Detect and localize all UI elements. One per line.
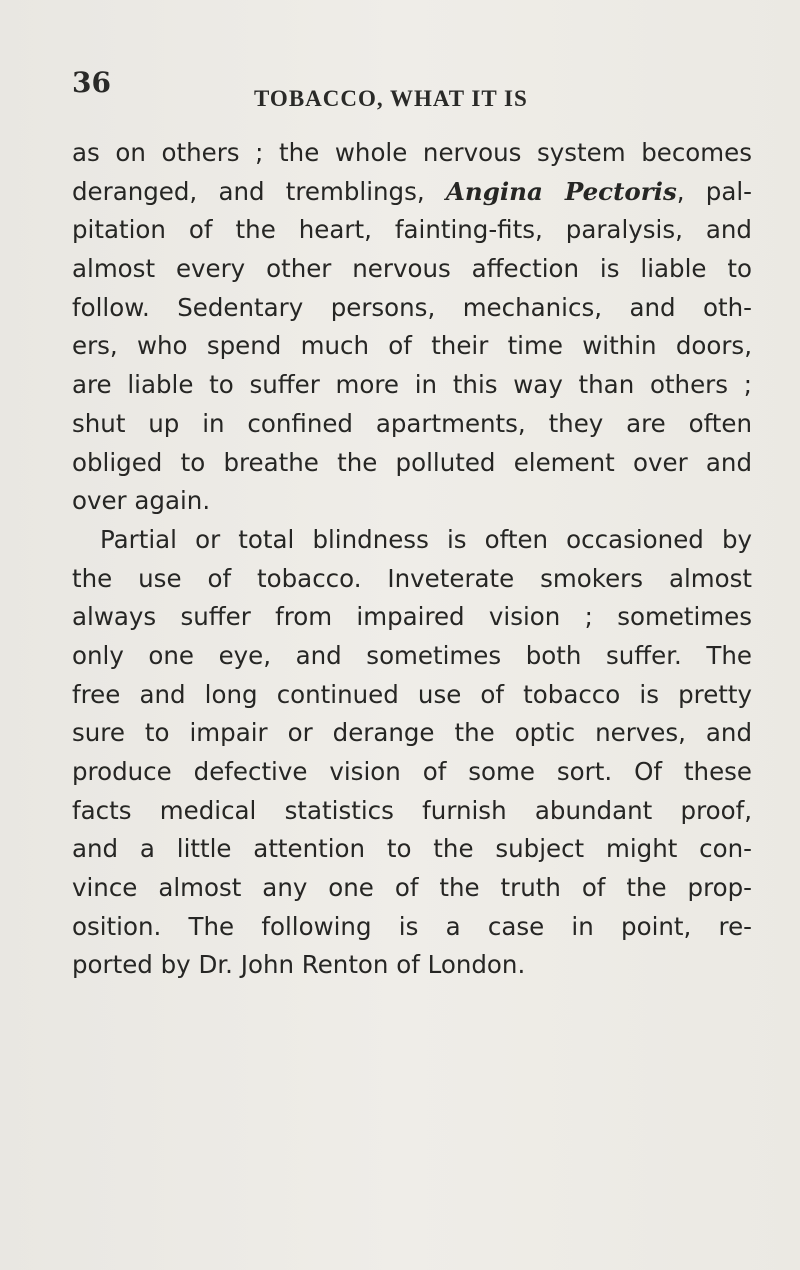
text-line: facts medical statistics furnish abundant proof,: [72, 795, 752, 825]
text-line: osition. The following is a case in point, re-: [72, 911, 752, 941]
page-number: 36: [72, 66, 111, 99]
text-line: Partial or total blindness is often occasioned by: [100, 524, 752, 554]
text-line: ers, who spend much of their time within doors,: [72, 331, 752, 361]
text-segment: deranged, and tremblings,: [72, 176, 446, 206]
text-line: as on others ; the whole nervous system becomes: [72, 138, 752, 167]
text-line: sure to impair or derange the optic nerves, and: [72, 718, 752, 748]
text-line: shut up in confined apartments, they are often: [72, 408, 752, 438]
text-line: produce defective vision of some sort. Of these: [72, 757, 752, 786]
text-line: [72, 173, 752, 212]
text-line: only one eye, and sometimes both suffer. The: [72, 640, 752, 670]
text-line: ported by Dr. John Renton of London.: [72, 950, 526, 980]
text-line: and a little attention to the subject might con-: [72, 834, 752, 864]
text-line: almost every other nervous affection is liable to: [72, 254, 752, 284]
text-line: are liable to suffer more in this way than others ;: [72, 370, 752, 400]
body-text: [72, 134, 752, 985]
running-head: TOBACCO, WHAT IT IS: [254, 86, 528, 111]
text-line: over again.: [72, 486, 211, 516]
italic-term: Angina Pectoris: [445, 176, 677, 206]
text-line: pitation of the heart, fainting-fits, paralysis, and: [72, 215, 752, 245]
text-line: follow. Sedentary persons, mechanics, and oth-: [72, 292, 752, 322]
text-segment: , pal-: [676, 176, 753, 206]
text-line: vince almost any one of the truth of the prop-: [72, 873, 752, 903]
text-line: free and long continued use of tobacco is pretty: [72, 679, 752, 709]
text-line: always suffer from impaired vision ; sometimes: [72, 602, 752, 632]
text-line: obliged to breathe the polluted element over and: [72, 447, 752, 477]
text-line: the use of tobacco. Inveterate smokers almost: [72, 563, 752, 593]
